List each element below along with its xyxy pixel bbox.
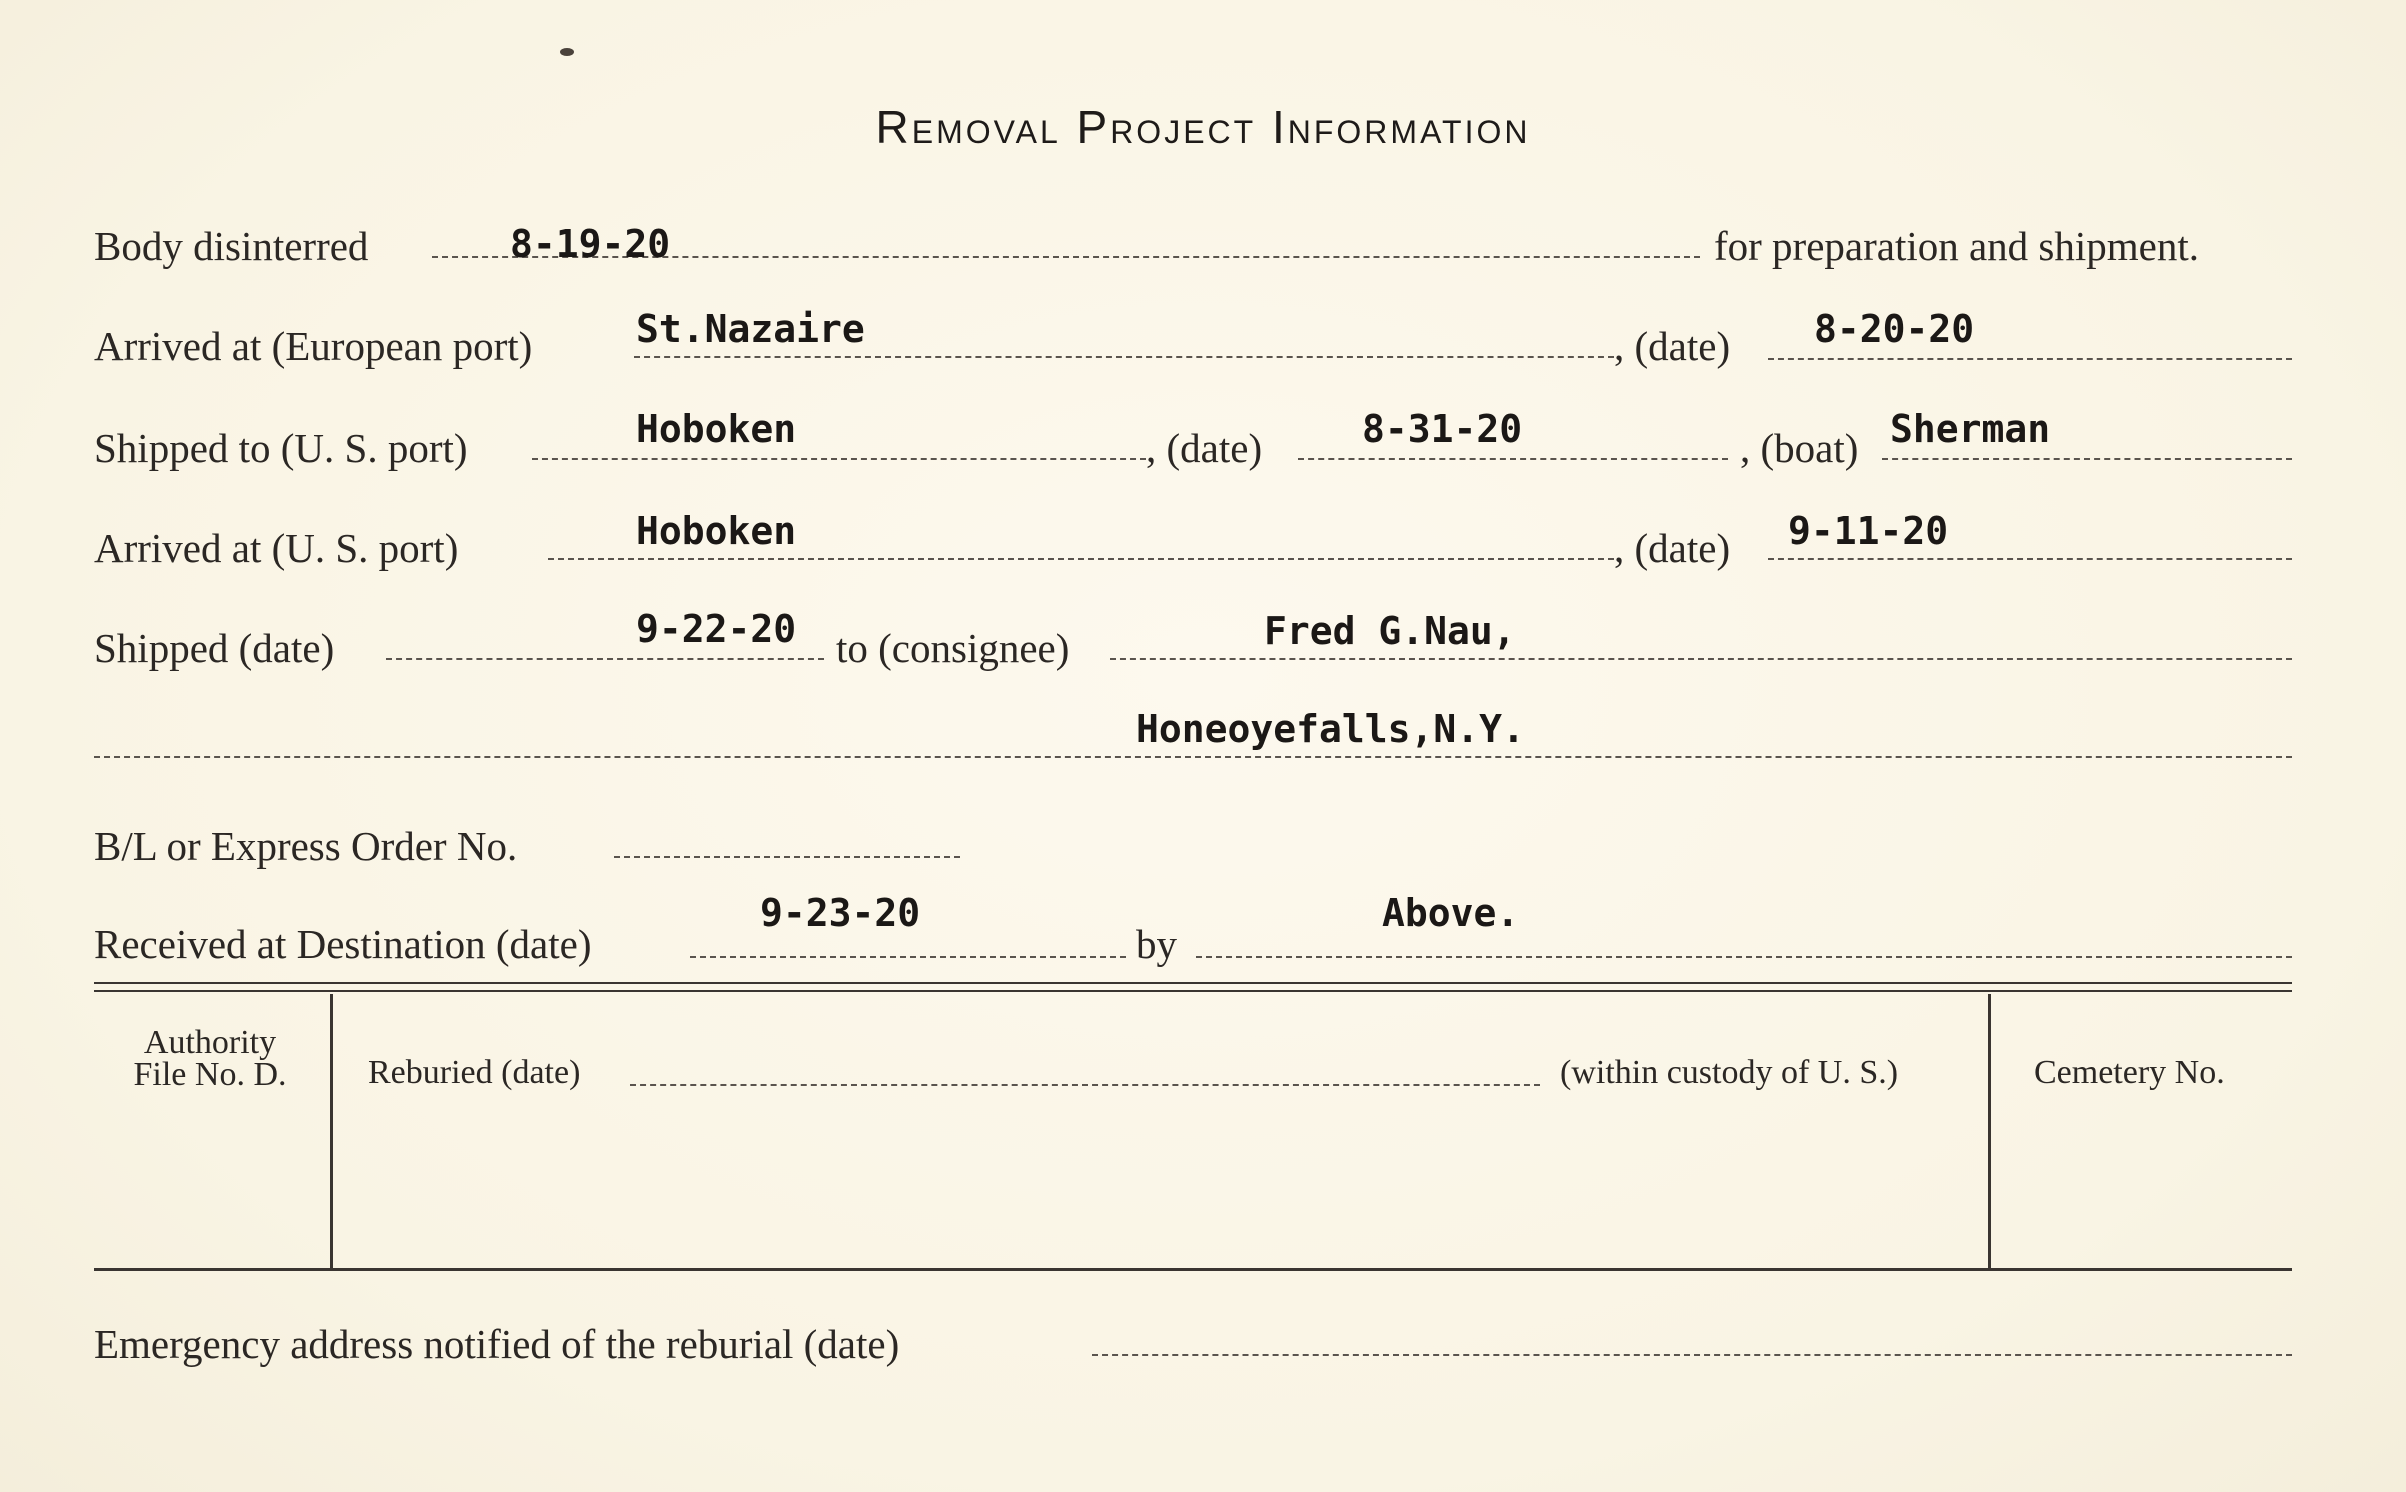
- authority-label: Authority: [143, 1024, 277, 1061]
- ink-speck: [560, 48, 574, 56]
- box-bottom-rule: [94, 1268, 2292, 1271]
- consignee-address: Honeoyefalls,N.Y.: [1136, 707, 1525, 751]
- cemetery-number-label: Cemetery No.: [2034, 1054, 2225, 1091]
- shipped-date-label: Shipped (date): [94, 625, 335, 671]
- received-destination-line: [690, 956, 1126, 958]
- shipped-to-date-line: [1298, 458, 1728, 460]
- bl-order-line: [614, 856, 960, 858]
- body-disinterred-suffix: for preparation and shipment.: [1714, 223, 2200, 269]
- received-by-label: by: [1136, 921, 1177, 967]
- shipped-date: 9-22-20: [636, 607, 797, 651]
- shipped-to-boat: Sherman: [1890, 407, 2051, 451]
- arrived-us-date-line: [1768, 558, 2292, 560]
- arrived-us-port-label: Arrived at (U. S. port): [94, 525, 459, 571]
- consignee-address-line: [94, 756, 2292, 758]
- box-top-rule-double: [94, 990, 2292, 992]
- reburied-date-label: Reburied (date): [368, 1054, 581, 1091]
- arrived-us-port-value: Hoboken: [636, 509, 797, 553]
- arrived-european-date-line: [1768, 358, 2292, 360]
- received-destination-label: Received at Destination (date): [94, 921, 592, 967]
- consignee-label: to (consignee): [836, 625, 1070, 671]
- arrived-european-date: 8-20-20: [1814, 307, 1975, 351]
- arrived-european-port-label: Arrived at (European port): [94, 323, 533, 369]
- shipped-to-us-port-line: [532, 458, 1146, 460]
- arrived-us-date-label: , (date): [1614, 525, 1731, 571]
- bl-order-label: B/L or Express Order No.: [94, 823, 518, 869]
- consignee-name: Fred G.Nau,: [1264, 609, 1516, 653]
- shipped-to-us-port-label: Shipped to (U. S. port): [94, 425, 468, 471]
- shipped-to-us-port-value: Hoboken: [636, 407, 797, 451]
- shipped-to-date: 8-31-20: [1362, 407, 1523, 451]
- arrived-european-date-label: , (date): [1614, 323, 1731, 369]
- received-destination-date: 9-23-20: [760, 891, 921, 935]
- reburied-date-line: [630, 1084, 1540, 1086]
- body-disinterred-date: 8-19-20: [510, 222, 671, 266]
- box-divider-left: [330, 994, 333, 1268]
- card-title: Removal Project Information: [875, 101, 1531, 153]
- arrived-european-port-value: St.Nazaire: [636, 307, 865, 351]
- body-disinterred-label: Body disinterred: [94, 223, 369, 269]
- authority-file-label: File No. D.: [133, 1056, 287, 1093]
- arrived-us-date: 9-11-20: [1788, 509, 1949, 553]
- received-by: Above.: [1382, 891, 1520, 935]
- custody-label: (within custody of U. S.): [1560, 1054, 1899, 1091]
- box-divider-right: [1988, 994, 1991, 1268]
- shipped-date-line: [386, 658, 824, 660]
- consignee-line: [1110, 658, 2292, 660]
- received-by-line: [1196, 956, 2292, 958]
- shipped-to-boat-line: [1882, 458, 2292, 460]
- shipped-to-boat-label: , (boat): [1740, 425, 1859, 471]
- emergency-address-line: [1092, 1354, 2292, 1356]
- emergency-address-label: Emergency address notified of the reburial (date): [94, 1321, 900, 1367]
- shipped-to-date-label: , (date): [1146, 425, 1263, 471]
- arrived-european-port-line: [634, 356, 1614, 358]
- arrived-us-port-line: [548, 558, 1614, 560]
- box-top-rule: [94, 982, 2292, 984]
